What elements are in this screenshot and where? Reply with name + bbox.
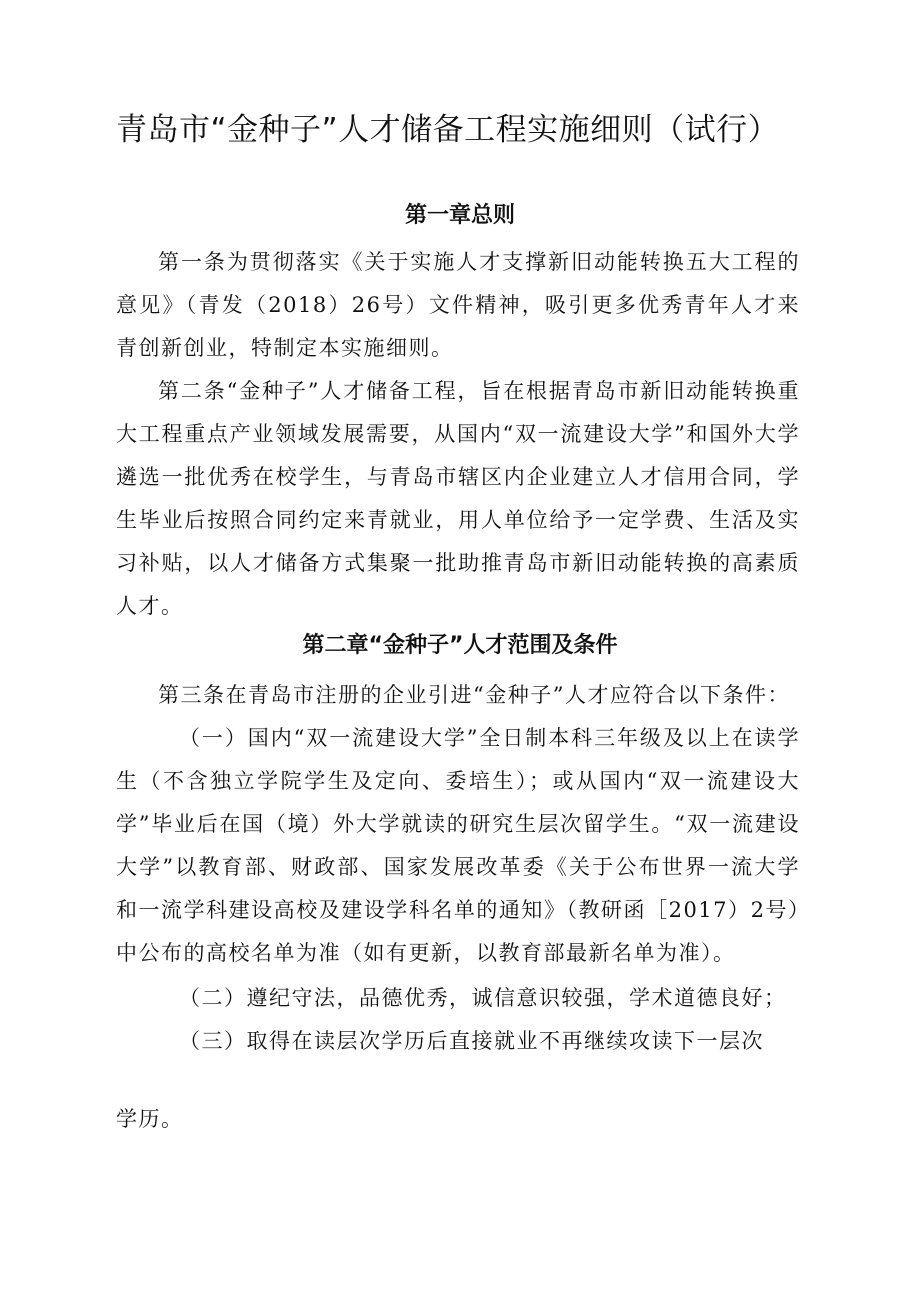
chapter-1-heading: 第一章总则	[404, 203, 515, 228]
article-3-paragraph: 第三条在青岛市注册的企业引进“金种子”人才应符合以下条件：	[158, 683, 790, 707]
article-1-paragraph: 第一条为贯彻落实《关于实施人才支撑新旧动能转换五大工程的意见》（青发（2018）26号）文件精神，吸引更多优秀青年人才来青创新创业，特制定本实施细则。	[116, 250, 800, 360]
condition-item-3-continued: 学历。	[116, 1107, 184, 1131]
condition-item-1: （一）国内“双一流建设大学”全日制本科三年级及以上在读学生（不含独立学院学生及定向、委培生）；或从国内“双一流建设大学”毕业后在国（境）外大学就读的研究生层次留学生。“双一流建设大学”以教育部、财政部、国家发展改革委《关于公布世界一流大学和一流学科建设高校及建设学科名单的通知》（教研函［2017）2号）中公布的高校名单为准（如有更新，以教育部最新名单为准）。	[116, 726, 800, 965]
condition-item-2: （二）遵纪守法，品德优秀，诚信意识较强，学术道德良好；	[179, 986, 787, 1010]
chapter-2-heading: 第二章“金种子”人才范围及条件	[302, 633, 618, 658]
condition-item-3: （三）取得在读层次学历后直接就业不再继续攻读下一层次	[179, 1029, 764, 1053]
document-title: 青岛市“金种子”人才储备工程实施细则（试行）	[116, 112, 780, 148]
article-2-paragraph: 第二条“金种子”人才储备工程，旨在根据青岛市新旧动能转换重大工程重点产业领域发展需要，从国内“双一流建设大学”和国外大学遴选一批优秀在校学生，与青岛市辖区内企业建立人才信用合同，学生毕业后按照合同约定来青就业，用人单位给予一定学费、生活及实习补贴，以人才储备方式集聚一批助推青岛市新旧动能转换的高素质人才。	[116, 379, 800, 618]
